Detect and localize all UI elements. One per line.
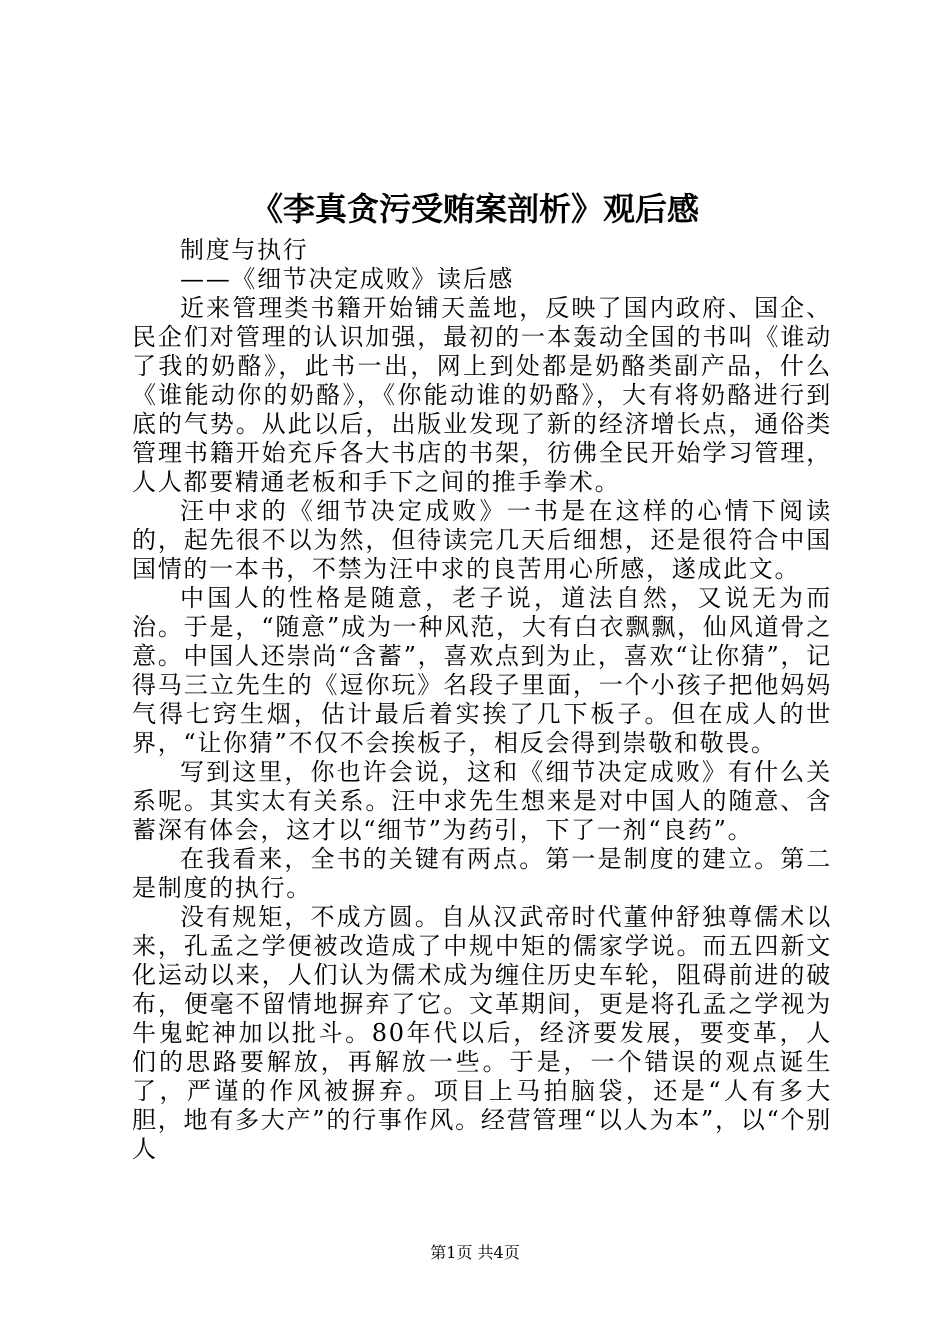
sub-subtitle: ——《细节决定成败》读后感 bbox=[180, 265, 515, 293]
paragraph: 汪中求的《细节决定成败》一书是在这样的心情下阅读的，起先很不以为然，但待读完几天后细想，还是很符合中国国情的一本书，不禁为汪中求的良苦用心所感，遂成此文。 bbox=[132, 497, 832, 583]
page-footer: 第1页 共4页 bbox=[430, 1243, 520, 1262]
paragraph: 没有规矩，不成方圆。自从汉武帝时代董仲舒独尊儒术以来，孔孟之学便被改造成了中规中矩的儒家学说。而五四新文化运动以来，人们认为儒术成为缠住历史车轮，阻碍前进的破布，便毫不留情地摒弃了它。文革期间，更是将孔孟之学视为牛鬼蛇神加以批斗。80年代以后，经济要发展，要变革，人们的思路要解放，再解放一些。于是，一个错误的观点诞生了，严谨的作风被摒弃。项目上马拍脑袋，还是“人有多大胆，地有多大产”的行事作风。经营管理“以人为本”，以“个别人 bbox=[132, 903, 832, 1163]
paragraph: 在我看来，全书的关键有两点。第一是制度的建立。第二是制度的执行。 bbox=[132, 845, 832, 902]
document-body bbox=[132, 236, 832, 1164]
paragraph: 写到这里，你也许会说，这和《细节决定成败》有什么关系呢。其实太有关系。汪中求先生想来是对中国人的随意、含蓄深有体会，这才以“细节”为药引，下了一剂“良药”。 bbox=[132, 758, 832, 844]
document-title: 《李真贪污受贿案剖析》观后感 bbox=[250, 190, 699, 228]
paragraph: 中国人的性格是随意，老子说，道法自然，又说无为而治。于是，“随意”成为一种风范，大有白衣飘飘，仙风道骨之意。中国人还崇尚“含蓄”，喜欢点到为止，喜欢“让你猜”，记得马三立先生的《逗你玩》名段子里面，一个小孩子把他妈妈气得七窍生烟，估计最后着实挨了几下板子。但在成人的世界，“让你猜”不仅不会挨板子，相反会得到崇敬和敬畏。 bbox=[132, 584, 832, 757]
subtitle: 制度与执行 bbox=[180, 236, 309, 264]
paragraph: 近来管理类书籍开始铺天盖地，反映了国内政府、国企、民企们对管理的认识加强，最初的一本轰动全国的书叫《谁动了我的奶酪》，此书一出，网上到处都是奶酪类副产品，什么《谁能动你的奶酪》，《你能动谁的奶酪》，大有将奶酪进行到底的气势。从此以后，出版业发现了新的经济增长点，通俗类管理书籍开始充斥各大书店的书架，彷佛全民开始学习管理，人人都要精通老板和手下之间的推手拳术。 bbox=[132, 294, 832, 496]
